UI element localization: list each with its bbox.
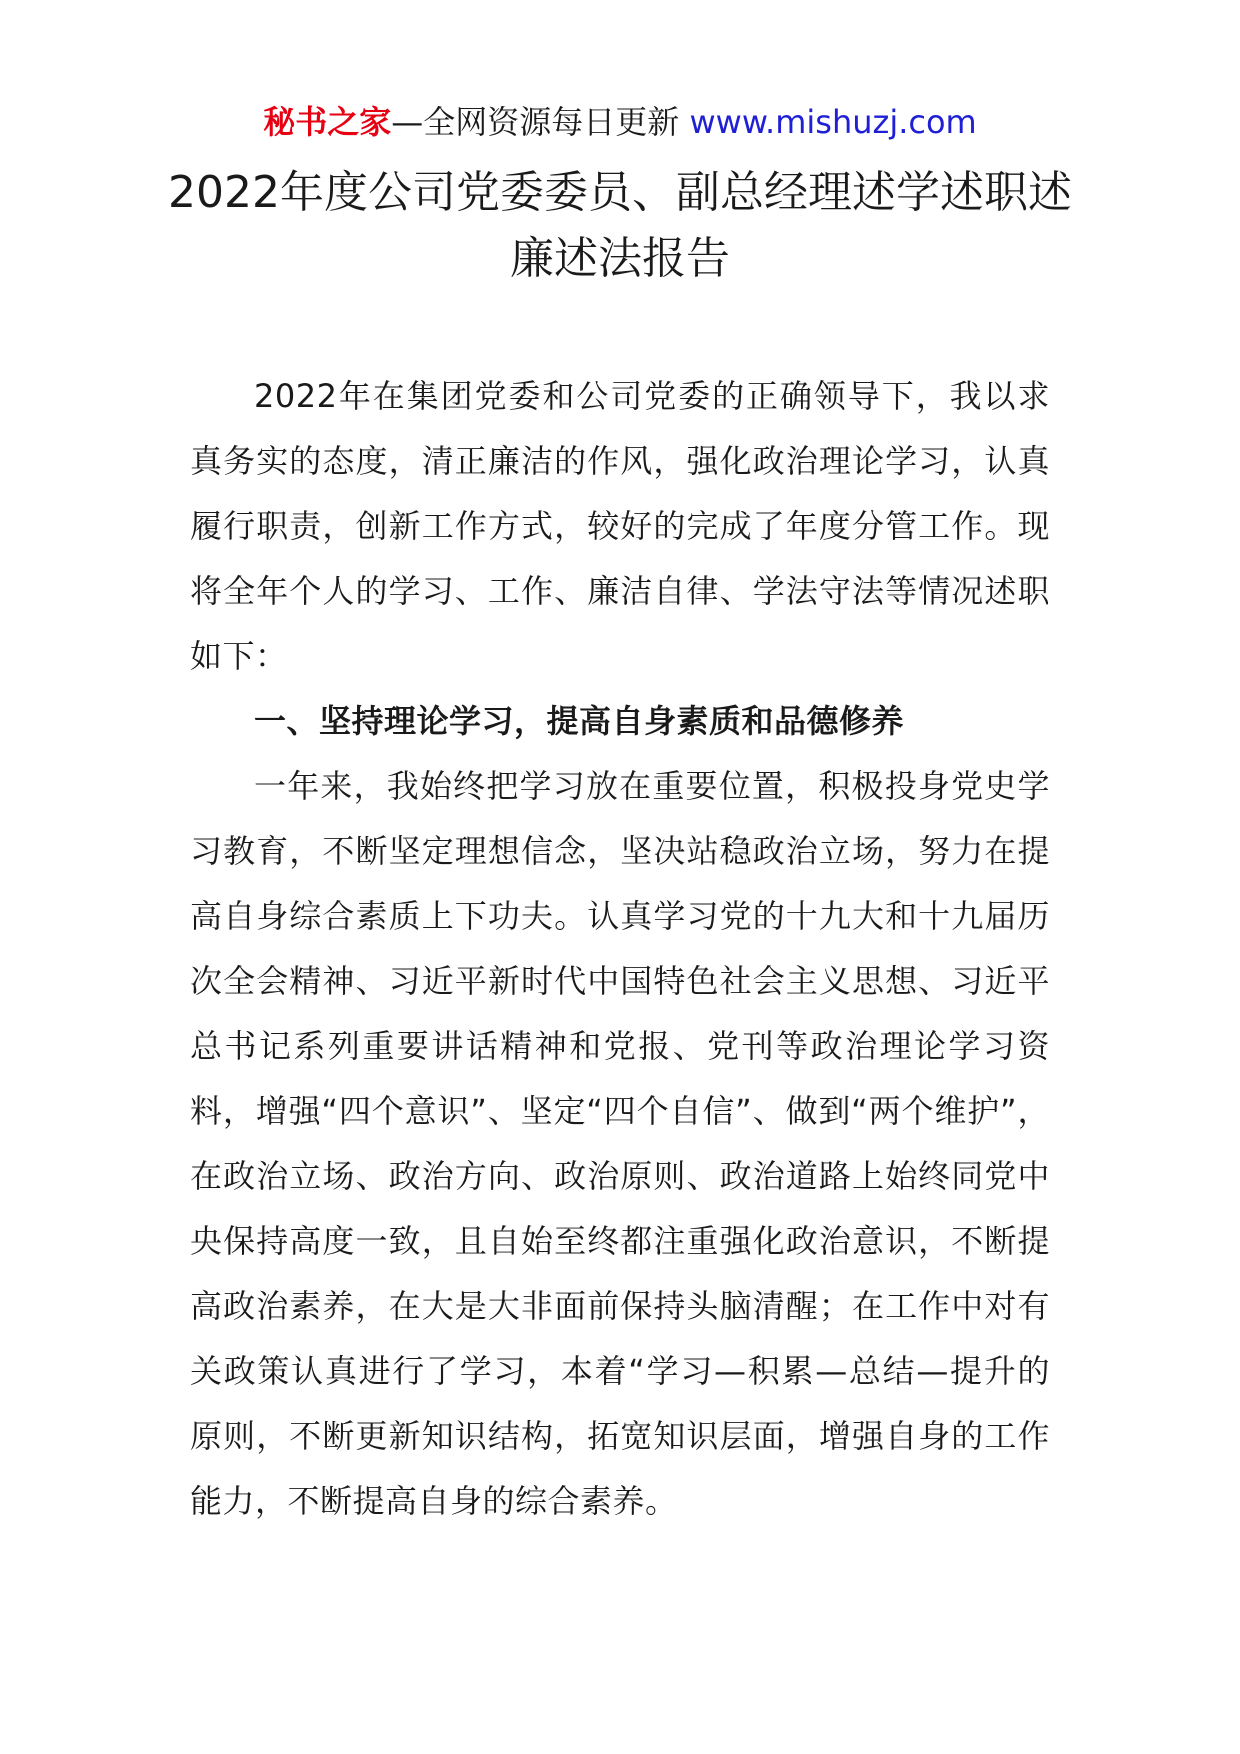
body-paragraph: 一年来，我始终把学习放在重要位置，积极投身党史学习教育，不断坚定理想信念，坚决站稳政治立场，努力在提高自身综合素质上下功夫。认真学习党的十九大和十九届历次全会精神、习近平新时代中国特色社会主义思想、习近平总书记系列重要讲话精神和党报、党刊等政治理论学习资料，增强“四个意识”、坚定“四个自信”、做到“两个维护”，在政治立场、政治方向、政治原则、政治道路上始终同党中央保持高度一致，且自始至终都注重强化政治意识，不断提高政治素养，在大是大非面前保持头脑清醒；在工作中对有关政策认真进行了学习，本着“学习—积累—总结—提升的原则，不断更新知识结构，拓宽知识层面，增强自身的工作能力，不断提高自身的综合素养。: [190, 767, 1050, 1520]
document-title: 2022年度公司党委委员、副总经理述学述职述廉述法报告: [168, 167, 1072, 284]
intro-paragraph: 2022年在集团党委和公司党委的正确领导下，我以求真务实的态度，清正廉洁的作风，强化政治理论学习，认真履行职责，创新工作方式，较好的完成了年度分管工作。现将全年个人的学习、工作、廉洁自律、学法守法等情况述职如下：: [190, 377, 1050, 675]
section-heading-1: 一、坚持理论学习，提高自身素质和品德修养: [254, 702, 905, 740]
document-body: [190, 364, 1050, 1534]
brand-name: 秘书之家: [263, 103, 392, 141]
site-url-link[interactable]: www.mishuzj.com: [689, 103, 977, 141]
header-tagline: —全网资源每日更新: [391, 103, 690, 141]
site-header: [0, 100, 1240, 144]
